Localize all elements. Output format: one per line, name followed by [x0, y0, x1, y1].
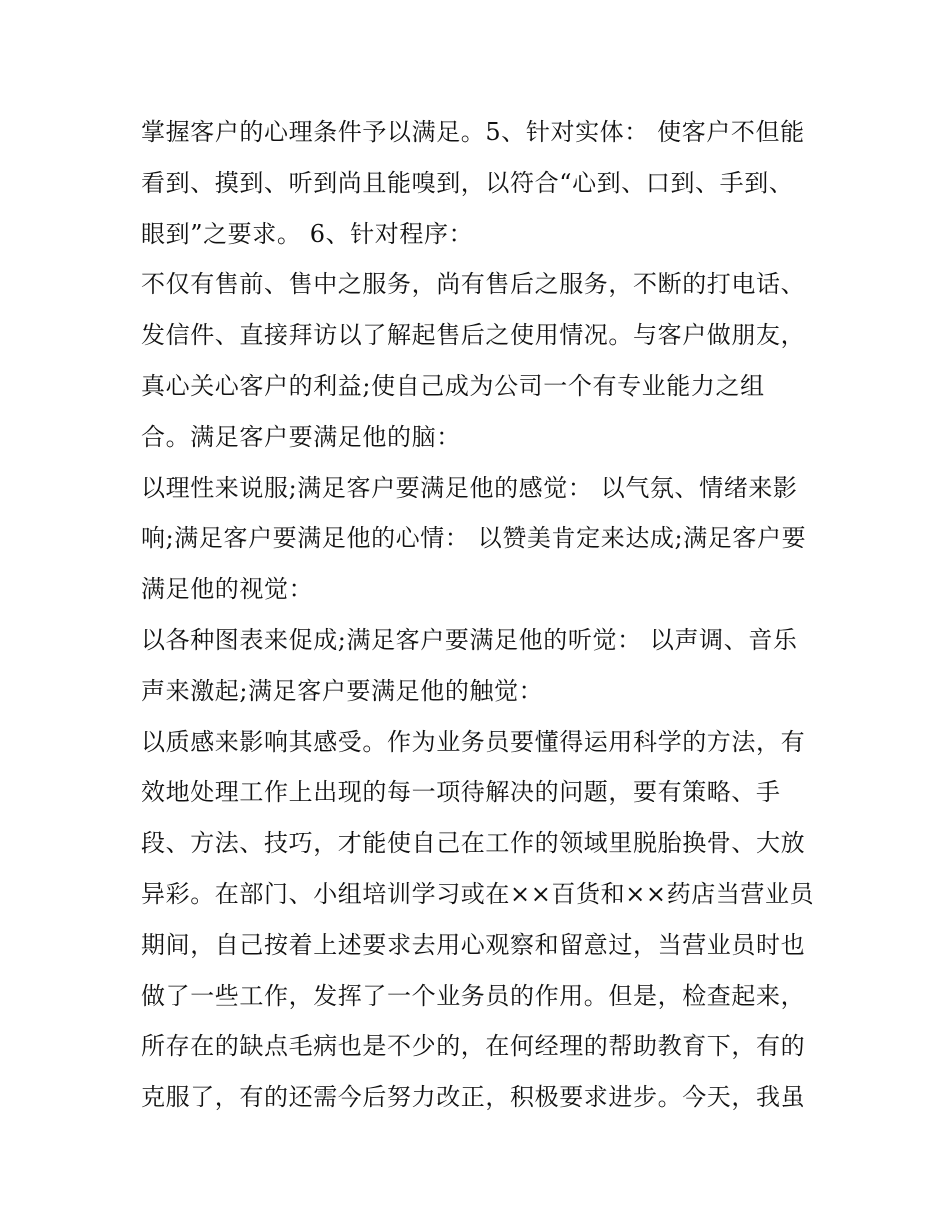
text-line-1: 掌握客户的心理条件予以满足。5、针对实体： 使客户不但能: [141, 118, 805, 146]
text-line-19: 所存在的缺点毛病也是不少的，在何经理的帮助教育下，有的: [141, 1032, 806, 1061]
text-line-3: 眼到”之要求。 6、针对程序：: [141, 219, 474, 248]
text-line-14: 效地处理工作上出现的每一项待解决的问题，要有策略、手: [141, 778, 781, 807]
text-line-9: 响;满足客户要满足他的心情： 以赞美肯定来达成;满足客户要: [141, 524, 807, 553]
text-line-20: 克服了，有的还需今后努力改正，积极要求进步。今天，我虽: [141, 1083, 806, 1112]
text-line-2: 看到、摸到、听到尚且能嗅到，以符合“心到、口到、手到、: [141, 168, 794, 197]
text-line-4: 不仅有售前、售中之服务，尚有售后之服务，不断的打电话、: [141, 270, 806, 299]
text-line-18: 做了一些工作，发挥了一个业务员的作用。但是，检查起来，: [141, 981, 806, 1010]
text-line-7: 合。满足客户要满足他的脑：: [141, 422, 461, 451]
body-text: [141, 107, 831, 1123]
text-line-10: 满足他的视觉：: [141, 575, 314, 604]
text-line-13: 以质感来影响其感受。作为业务员要懂得运用科学的方法，有: [141, 727, 806, 756]
text-line-11: 以各种图表来促成;满足客户要满足他的听觉： 以声调、音乐: [141, 625, 798, 654]
text-line-17: 期间，自己按着上述要求去用心观察和留意过，当营业员时也: [141, 930, 806, 959]
text-line-12: 声来激起;满足客户要满足他的触觉：: [141, 676, 544, 705]
text-line-8: 以理性来说服;满足客户要满足他的感觉： 以气氛、情绪来影: [141, 473, 798, 502]
text-line-15: 段、方法、技巧，才能使自己在工作的领域里脱胎换骨、大放: [141, 829, 806, 858]
text-line-16: 异彩。在部门、小组培训学习或在××百货和××药店当营业员: [141, 879, 815, 908]
text-line-6: 真心关心客户的利益;使自己成为公司一个有专业能力之组: [141, 371, 765, 400]
text-line-5: 发信件、直接拜访以了解起售后之使用情况。与客户做朋友，: [141, 321, 806, 350]
